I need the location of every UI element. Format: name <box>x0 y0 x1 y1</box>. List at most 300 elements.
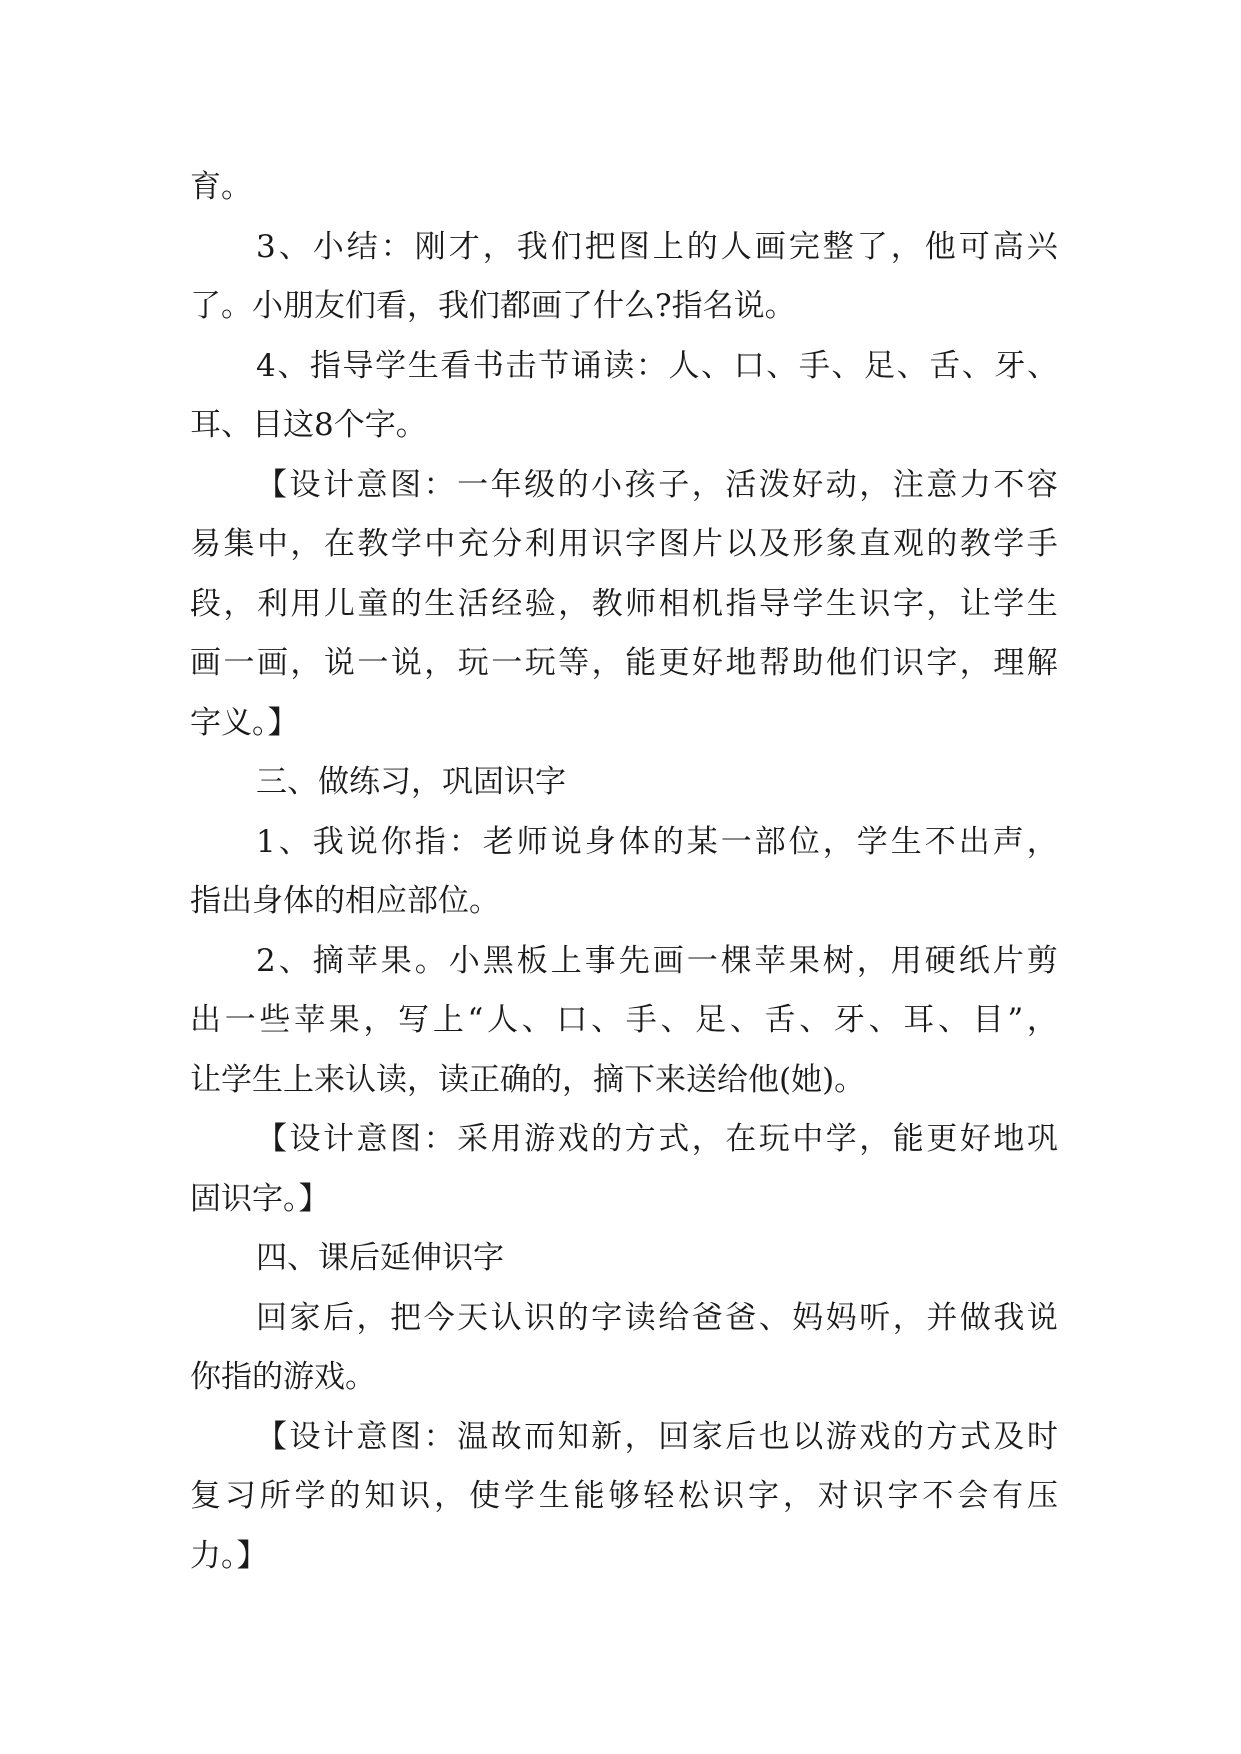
text-glyph: 书 <box>472 347 504 384</box>
text-glyph: ， <box>290 645 322 681</box>
text-glyph: 、 <box>278 823 310 860</box>
text-glyph: 耳 <box>903 1002 935 1038</box>
text-glyph: 位 <box>788 823 820 860</box>
text-glyph: ， <box>558 585 590 622</box>
text-glyph: 利 <box>524 526 556 562</box>
text-glyph: 部 <box>754 823 786 860</box>
text-glyph: 说 <box>1026 1299 1058 1336</box>
text-glyph: 果 <box>380 942 412 979</box>
text-glyph: 会 <box>957 1478 989 1514</box>
text-glyph: 中 <box>424 526 456 562</box>
text-glyph: 高 <box>992 228 1024 265</box>
text-glyph: ， <box>822 823 854 860</box>
text-glyph: 生 <box>424 585 456 622</box>
text-glyph: 生 <box>825 585 857 622</box>
text-glyph: 片 <box>992 942 1024 979</box>
text-glyph: 地 <box>993 1121 1025 1157</box>
text-glyph: 习 <box>224 1478 256 1514</box>
text-glyph: 计 <box>323 1121 355 1157</box>
text-glyph: 他 <box>825 645 857 681</box>
text-glyph: 使 <box>469 1478 500 1514</box>
text-line: 字义。】 <box>190 704 299 741</box>
text-glyph: 老 <box>482 823 514 860</box>
text-glyph: 说 <box>390 645 422 681</box>
text-glyph: 直 <box>859 526 891 562</box>
text-glyph: 方 <box>624 1121 656 1157</box>
text-glyph: 象 <box>825 526 857 562</box>
text-glyph: 我 <box>312 823 344 860</box>
text-line: 耳、目这8个字。 <box>190 407 427 443</box>
text-glyph: 爸 <box>691 1299 723 1336</box>
text-glyph: ： <box>423 466 455 503</box>
text-line <box>190 991 1058 1051</box>
text-glyph: 分 <box>491 526 523 562</box>
text-glyph: 完 <box>788 228 820 265</box>
section-heading: 三、做练习，巩固识字 <box>256 764 566 800</box>
text-glyph: 不 <box>993 466 1025 503</box>
text-glyph: 上 <box>432 1002 464 1038</box>
text-glyph: 1 <box>256 823 276 860</box>
text-glyph: 玩 <box>457 645 489 681</box>
text-glyph: ， <box>926 585 958 622</box>
text-glyph: 事 <box>584 942 616 979</box>
text-glyph: 们 <box>859 645 891 681</box>
text-glyph: 树 <box>822 942 854 979</box>
text-glyph: 说 <box>323 645 355 681</box>
text-glyph: 学 <box>375 347 407 384</box>
text-glyph: 板 <box>516 942 548 979</box>
text-glyph: ， <box>691 1121 723 1157</box>
text-glyph: 的 <box>557 466 589 503</box>
text-glyph: 手 <box>1026 526 1058 562</box>
text-glyph: 足 <box>695 1002 727 1038</box>
text-glyph: 足 <box>864 347 896 384</box>
text-glyph: 设 <box>289 1121 321 1157</box>
text-glyph: ， <box>290 526 322 562</box>
text-line: 你指的游戏。 <box>190 1359 376 1395</box>
text-glyph: 手 <box>625 1002 657 1038</box>
text-glyph: 声 <box>992 823 1024 860</box>
text-glyph: 、 <box>277 347 309 384</box>
text-glyph: 活 <box>457 585 489 622</box>
text-glyph: 生 <box>890 823 922 860</box>
text-glyph: 我 <box>516 228 548 265</box>
text-glyph: 玩 <box>758 1121 790 1157</box>
text-glyph: 认 <box>490 1299 522 1336</box>
text-glyph: 复 <box>190 1478 221 1514</box>
text-line <box>190 515 1058 575</box>
text-glyph: 节 <box>538 347 570 384</box>
text-glyph: 力 <box>959 466 991 503</box>
text-glyph: 帮 <box>758 645 790 681</box>
text-glyph: 果 <box>328 1002 360 1038</box>
text-glyph: 在 <box>323 526 355 562</box>
text-glyph: 舌 <box>764 1002 796 1038</box>
text-line: 让学生上来认读，读正确的，摘下来送给他(她)。 <box>190 1061 866 1098</box>
text-glyph: 更 <box>926 1121 958 1157</box>
text-glyph: 后 <box>323 1299 355 1336</box>
text-glyph: 的 <box>652 823 684 860</box>
text-glyph: 更 <box>658 645 690 681</box>
text-glyph: 、 <box>278 942 310 979</box>
text-glyph: 小 <box>591 466 623 503</box>
text-glyph: 了 <box>856 228 888 265</box>
text-line: 指出身体的相应部位。 <box>190 883 500 919</box>
text-glyph: 字 <box>892 585 924 622</box>
text-glyph: 兴 <box>1026 228 1058 265</box>
text-glyph: 诵 <box>570 347 602 384</box>
text-glyph: 相 <box>658 585 690 622</box>
text-glyph: 生 <box>407 347 439 384</box>
text-glyph: 戏 <box>557 1121 589 1157</box>
text-glyph: 、 <box>278 228 310 265</box>
text-glyph: “ <box>467 1002 484 1038</box>
text-glyph: 学 <box>993 526 1025 562</box>
text-glyph: 级 <box>524 466 556 503</box>
text-glyph: 字 <box>926 645 958 681</box>
text-glyph: 游 <box>524 1121 556 1157</box>
text-glyph: 整 <box>822 228 854 265</box>
text-glyph: 经 <box>491 585 523 622</box>
text-line: 了。小朋友们看，我们都画了什么?指名说。 <box>190 288 796 324</box>
text-glyph: 苹 <box>294 1002 326 1038</box>
text-glyph: 利 <box>256 585 288 622</box>
text-glyph: ， <box>624 1418 656 1455</box>
text-glyph: 生 <box>538 1478 570 1514</box>
text-glyph: 小 <box>448 942 480 979</box>
text-glyph: 今 <box>423 1299 455 1336</box>
text-glyph: 采 <box>457 1121 489 1157</box>
text-glyph: 机 <box>692 585 724 622</box>
text-glyph: 、 <box>831 347 863 384</box>
text-glyph: 【 <box>256 1121 287 1157</box>
text-glyph: 我 <box>993 1299 1025 1336</box>
text-glyph: 玩 <box>524 645 556 681</box>
text-glyph: 易 <box>190 526 221 562</box>
text-glyph: 字 <box>887 1478 919 1514</box>
text-glyph: ， <box>434 1478 466 1514</box>
text-glyph: 知 <box>557 1418 589 1455</box>
text-glyph: 。 <box>414 942 446 979</box>
text-glyph: 能 <box>625 645 657 681</box>
text-glyph: 计 <box>323 466 355 503</box>
text-glyph: ： <box>635 347 667 384</box>
text-glyph: 导 <box>342 347 374 384</box>
text-glyph: 、 <box>701 347 733 384</box>
text-glyph: ， <box>856 942 888 979</box>
text-glyph: 天 <box>457 1299 489 1336</box>
text-glyph: 、 <box>799 1002 831 1038</box>
text-glyph: 新 <box>591 1418 623 1455</box>
text-glyph: 识 <box>591 526 623 562</box>
text-glyph: 形 <box>792 526 824 562</box>
text-glyph: 知 <box>364 1478 396 1514</box>
text-glyph: 回 <box>658 1418 690 1455</box>
text-glyph: 并 <box>926 1299 958 1336</box>
text-glyph: 你 <box>380 823 412 860</box>
text-glyph: 摘 <box>312 942 344 979</box>
text-glyph: 用 <box>890 942 922 979</box>
text-glyph: 轻 <box>643 1478 675 1514</box>
text-glyph: 说 <box>550 823 582 860</box>
text-line <box>190 1289 1058 1349</box>
text-glyph: 图 <box>658 526 690 562</box>
text-glyph: 教 <box>591 585 623 622</box>
text-glyph: ， <box>363 1002 395 1038</box>
text-glyph: 故 <box>490 1418 522 1455</box>
text-glyph: 理 <box>993 645 1025 681</box>
text-glyph: 【 <box>256 466 287 503</box>
text-glyph: 手 <box>798 347 830 384</box>
text-glyph: 画 <box>754 228 786 265</box>
text-glyph: ， <box>959 645 991 681</box>
text-glyph: 生 <box>1026 585 1058 622</box>
text-glyph: 对 <box>817 1478 849 1514</box>
text-glyph: 能 <box>573 1478 605 1514</box>
text-glyph: 学 <box>390 526 422 562</box>
text-glyph: 学 <box>294 1478 326 1514</box>
text-glyph: 击 <box>505 347 537 384</box>
text-glyph: 【 <box>256 1418 287 1455</box>
text-glyph: 验 <box>524 585 556 622</box>
text-line <box>190 218 1058 278</box>
text-glyph: 、 <box>758 1299 790 1336</box>
text-glyph: 他 <box>924 228 956 265</box>
text-glyph: 把 <box>390 1299 422 1336</box>
text-glyph: 一 <box>357 645 389 681</box>
text-line <box>190 634 1058 694</box>
text-glyph: 设 <box>289 466 321 503</box>
text-glyph: 画 <box>190 645 221 681</box>
text-line <box>190 813 1058 873</box>
text-glyph: 看 <box>440 347 472 384</box>
text-line <box>190 1408 1058 1468</box>
text-glyph: 意 <box>926 466 958 503</box>
text-line: 育。 <box>190 169 252 205</box>
section-heading: 四、课后延伸识字 <box>256 1240 504 1276</box>
text-glyph: ， <box>691 466 723 503</box>
text-glyph: 上 <box>550 942 582 979</box>
text-glyph: 及 <box>758 526 790 562</box>
text-glyph: 师 <box>516 823 548 860</box>
text-glyph: 片 <box>692 526 724 562</box>
text-glyph: 小 <box>312 228 344 265</box>
text-glyph: 读 <box>624 1299 656 1336</box>
text-glyph: 3 <box>256 228 276 265</box>
text-glyph: 泼 <box>758 466 790 503</box>
text-glyph: 图 <box>390 466 422 503</box>
text-glyph: 观 <box>892 526 924 562</box>
text-glyph: 才 <box>448 228 480 265</box>
text-glyph: 、 <box>937 1002 969 1038</box>
text-glyph: 以 <box>725 526 757 562</box>
text-glyph: ， <box>482 228 514 265</box>
text-glyph: 充 <box>457 526 489 562</box>
text-glyph: 画 <box>256 645 288 681</box>
text-glyph: ， <box>782 1478 814 1514</box>
text-glyph: 一 <box>686 942 718 979</box>
text-glyph: 助 <box>792 645 824 681</box>
text-glyph: 的 <box>926 526 958 562</box>
text-glyph: 的 <box>892 1418 924 1455</box>
text-glyph: 识 <box>892 645 924 681</box>
text-glyph: 子 <box>658 466 690 503</box>
text-glyph: 妈 <box>792 1299 824 1336</box>
text-glyph: 牙 <box>833 1002 865 1038</box>
text-glyph: ， <box>591 645 623 681</box>
text-glyph: ， <box>223 585 255 622</box>
text-glyph: 动 <box>825 466 857 503</box>
text-glyph: 图 <box>390 1121 422 1157</box>
text-glyph: ， <box>890 228 922 265</box>
text-glyph: 式 <box>959 1418 991 1455</box>
text-glyph: 一 <box>720 823 752 860</box>
text-glyph: 式 <box>658 1121 690 1157</box>
text-glyph: ， <box>1026 1002 1058 1038</box>
text-glyph: 指 <box>414 823 446 860</box>
text-glyph: 不 <box>924 823 956 860</box>
text-glyph: 2 <box>256 942 276 979</box>
text-glyph: 导 <box>758 585 790 622</box>
text-glyph: 段 <box>190 585 221 622</box>
text-glyph: 读 <box>603 347 635 384</box>
text-glyph: 而 <box>524 1418 556 1455</box>
text-glyph: 计 <box>323 1418 355 1455</box>
text-glyph: 的 <box>686 228 718 265</box>
text-glyph: 人 <box>487 1002 519 1038</box>
text-glyph: 意 <box>356 1418 388 1455</box>
text-glyph: ： <box>423 1121 455 1157</box>
text-glyph: 意 <box>356 466 388 503</box>
text-line: 固识字。】 <box>190 1180 330 1217</box>
text-glyph: 的 <box>390 585 422 622</box>
text-glyph: 一 <box>457 466 489 503</box>
text-glyph: 图 <box>618 228 650 265</box>
text-glyph: 年 <box>490 466 522 503</box>
text-glyph: 教 <box>959 526 991 562</box>
text-glyph: 中 <box>792 1121 824 1157</box>
text-line <box>190 575 1058 635</box>
text-glyph: 刚 <box>414 228 446 265</box>
text-glyph: 出 <box>190 1002 221 1038</box>
text-glyph: 压 <box>1027 1478 1058 1514</box>
text-glyph: 字 <box>748 1478 779 1514</box>
text-line <box>190 1110 1058 1170</box>
text-glyph: 识 <box>524 1299 556 1336</box>
text-glyph: 黑 <box>482 942 514 979</box>
text-line: 力。】 <box>190 1537 268 1574</box>
text-line <box>190 932 1058 992</box>
text-glyph: ， <box>859 466 891 503</box>
text-glyph: 用 <box>558 526 590 562</box>
text-glyph: 教 <box>357 526 389 562</box>
text-glyph: 后 <box>725 1418 757 1455</box>
text-glyph: 图 <box>390 1418 422 1455</box>
text-glyph: 4 <box>256 347 276 384</box>
text-glyph: 方 <box>926 1418 958 1455</box>
text-glyph: 、 <box>896 347 928 384</box>
text-glyph: 把 <box>584 228 616 265</box>
text-glyph: 一 <box>491 645 523 681</box>
text-glyph: ， <box>859 1121 891 1157</box>
text-glyph: 画 <box>652 942 684 979</box>
text-glyph: 容 <box>1026 466 1058 503</box>
text-glyph: 儿 <box>323 585 355 622</box>
text-glyph: 集 <box>223 526 255 562</box>
text-glyph: 能 <box>892 1121 924 1157</box>
text-glyph: 童 <box>357 585 389 622</box>
text-glyph: 苹 <box>754 942 786 979</box>
text-glyph: 活 <box>725 466 757 503</box>
text-glyph: 戏 <box>859 1418 891 1455</box>
text-glyph: 先 <box>618 942 650 979</box>
text-glyph: 做 <box>959 1299 991 1336</box>
text-glyph: 字 <box>591 1299 623 1336</box>
text-glyph: 身 <box>584 823 616 860</box>
text-glyph: 棵 <box>720 942 752 979</box>
text-glyph: 牙 <box>994 347 1026 384</box>
text-glyph: 、 <box>961 347 993 384</box>
text-glyph: 舌 <box>929 347 961 384</box>
text-glyph: 写 <box>398 1002 430 1038</box>
text-glyph: 纸 <box>958 942 990 979</box>
text-glyph: 、 <box>660 1002 692 1038</box>
text-glyph: 温 <box>457 1418 489 1455</box>
text-glyph: 学 <box>856 823 888 860</box>
text-glyph: 识 <box>713 1478 745 1514</box>
text-glyph: 指 <box>309 347 341 384</box>
text-glyph: 用 <box>490 1121 522 1157</box>
text-glyph: 、 <box>868 1002 900 1038</box>
text-glyph: 听 <box>859 1299 891 1336</box>
text-glyph: 解 <box>1026 645 1058 681</box>
text-glyph: 学 <box>503 1478 535 1514</box>
text-glyph: 一 <box>223 645 255 681</box>
text-glyph: 学 <box>993 585 1025 622</box>
text-glyph: 说 <box>346 823 378 860</box>
text-glyph: 字 <box>625 526 657 562</box>
text-glyph: 有 <box>992 1478 1024 1514</box>
text-glyph: 意 <box>356 1121 388 1157</box>
text-glyph: 口 <box>556 1002 588 1038</box>
text-line <box>190 1467 1058 1527</box>
text-glyph: ： <box>423 1418 455 1455</box>
text-glyph: 用 <box>290 585 322 622</box>
text-glyph: 剪 <box>1026 942 1058 979</box>
text-glyph: 识 <box>399 1478 431 1514</box>
text-glyph: 让 <box>959 585 991 622</box>
text-glyph: 师 <box>625 585 657 622</box>
text-glyph: 苹 <box>346 942 378 979</box>
text-glyph: 在 <box>725 1121 757 1157</box>
text-glyph: 、 <box>591 1002 623 1038</box>
text-glyph: 妈 <box>825 1299 857 1336</box>
text-glyph: 的 <box>557 1299 589 1336</box>
text-glyph: 口 <box>733 347 765 384</box>
text-glyph: 好 <box>792 466 824 503</box>
text-glyph: 回 <box>256 1299 287 1336</box>
text-glyph: 、 <box>766 347 798 384</box>
text-glyph: 够 <box>608 1478 640 1514</box>
text-glyph: 些 <box>259 1002 291 1038</box>
text-glyph: 的 <box>591 1121 623 1157</box>
text-glyph: 家 <box>289 1299 321 1336</box>
text-glyph: 不 <box>922 1478 954 1514</box>
text-glyph: 等 <box>558 645 590 681</box>
text-glyph: 以 <box>792 1418 824 1455</box>
text-glyph: 可 <box>958 228 990 265</box>
text-glyph: 好 <box>959 1121 991 1157</box>
